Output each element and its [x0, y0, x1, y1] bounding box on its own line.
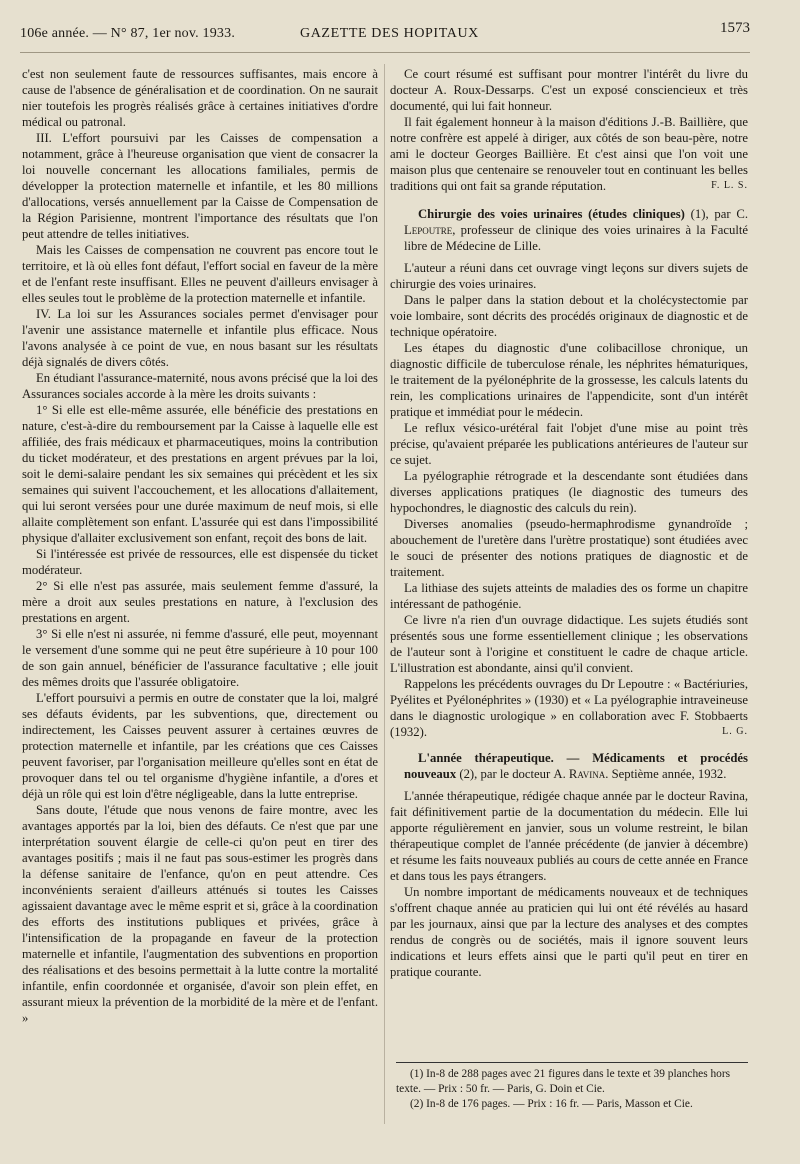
footnotes — [396, 1062, 748, 1112]
signature-fls: F. L. S. — [711, 180, 748, 191]
paragraph: L'année thérapeutique, rédigée chaque année par le docteur Ravina, fait définitivement partie de la documentation du médecin. Elle lui apporte régulièrement en janvier, sous un volume restreint, le bilan thérapeutique complet de l'année précédente (de janvier à décembre) et résume les faits nouveaux publiés au cours de cette année en France et dans tous les pays étrangers. — [390, 789, 748, 883]
paragraph: Il fait également honneur à la maison d'éditions J.-B. Baillière, que notre confrère est appelé à diriger, aux côtés de son beau-père, notre ami le docteur Georges Baillière. Et c'est ainsi que l'on voit une maison plus que centenaire se renouveler tout en continuant les belles traditions qui ont fait sa grande réputation. — [390, 115, 748, 193]
paragraph: En étudiant l'assurance-maternité, nous avons précisé que la loi des Assurances sociales accorde à la mère les droits suivants : — [22, 371, 378, 401]
paragraph: Diverses anomalies (pseudo-hermaphrodisme gynandroïde ; abouchement de l'uretère dans l'urètre prostatique) sont étudiées avec le souci de présenter des notions pratiques de diagnostic et de traitement. — [390, 517, 748, 579]
paragraph: 3° Si elle n'est ni assurée, ni femme d'assuré, elle peut, moyennant le versement d'une somme qui ne peut être supérieure à 10 pour 100 de son gain annuel, bénéficier de l'assurance facultative ; elle jouit des mêmes droits que l'assurée obligatoire. — [22, 627, 378, 689]
paragraph: Dans le palper dans la station debout et la cholécystectomie par voie lombaire, sont décrits des procédés originaux de diagnostic et de technique opératoire. — [390, 293, 748, 339]
header-rule — [20, 52, 750, 53]
journal-title: GAZETTE DES HOPITAUX — [300, 26, 479, 41]
paragraph: La pyélographie rétrograde et la descendante sont étudiées dans diverses applications pratiques (le diagnostic des tumeurs des hypochondres, le diagnostic des calculs du rein). — [390, 469, 748, 515]
footnote: (2) In-8 de 176 pages. — Prix : 16 fr. — Paris, Masson et Cie. — [410, 1098, 693, 1110]
paragraph: IV. La loi sur les Assurances sociales permet d'envisager pour l'avenir une assistance maternelle et infantile plus efficace. Nous l'avons analysée à ce point de vue, en nous basant sur les résultats déjà signalés de divers côtés. — [22, 307, 378, 369]
paragraph: Les étapes du diagnostic d'une colibacillose chronique, un diagnostic difficile de tuberculose rénale, les néphrites hématuriques, le traitement de la pyélonéphrite de la grossesse, les calculs latents du rein, les complications urinaires de l'appendicite, sont d'un intérêt pratique et immédiat pour le médecin. — [390, 341, 748, 419]
paragraph: L'auteur a réuni dans cet ouvrage vingt leçons sur divers sujets de chirurgie des voies urinaires. — [390, 261, 748, 291]
paragraph: L'effort poursuivi a permis en outre de constater que la loi, malgré ses défauts évidents, par les subventions, que, directement ou indirectement, les Caisses peuvent assurer à certaines œuvres de protection maternelle et infantile, par les créations que ces Caisses peuvent favoriser, par l'organisation meilleure qu'elles sont en état de provoquer dans tel ou tel organisme d'hygiène infantile, a d'ores et déjà un rôle qui est loin d'être négligeable, dans la lutte entreprise. — [22, 691, 378, 801]
author-ravina: A. Ravina — [553, 767, 606, 781]
column-divider — [384, 64, 385, 1124]
right-column — [390, 66, 748, 980]
signature-lg: L. G. — [722, 726, 748, 737]
page-header — [20, 20, 750, 48]
paragraph: Un nombre important de médicaments nouveaux et de techniques s'offrent chaque année au praticien qui lui ont été révélés au hasard par les journaux, ainsi que par la lecture des analyses et des comptes rendus de congrès ou de sociétés, mais il ignore souvent leurs indications et leurs effets ainsi que le parti qu'il peut en tirer en pratique courante. — [390, 885, 748, 979]
review-body-2 — [390, 788, 748, 980]
paragraph: Si l'intéressée est privée de ressources, elle est dispensée du ticket modérateur. — [22, 547, 378, 577]
review-title-1: Chirurgie des voies urinaires (études cliniques) (1), par C. Lepoutre, professeur de clinique des voies urinaires à la Faculté libre de Médecine de Lille. — [404, 207, 749, 253]
paragraph: Rappelons les précédents ouvrages du Dr Lepoutre : « Bactériuries, Pyélites et Pyélonéphrites » (1930) et « La pyélographie intraveineuse dans le diagnostic urologique » en collaboration avec F. Stobbaerts (1932). — [390, 677, 748, 739]
footnote: (1) In-8 de 288 pages avec 21 figures dans le texte et 39 planches hors texte. — Prix : 50 fr. — Paris, G. Doin et Cie. — [396, 1068, 731, 1095]
page-number: 1573 — [720, 20, 750, 36]
paragraph: Le reflux vésico-urétéral fait l'objet d'une mise au point très précise, qu'avaient préparée les publications antérieures de l'auteur sur ce sujet. — [390, 421, 748, 467]
paragraph: Mais les Caisses de compensation ne couvrent pas encore tout le territoire, et là où elles font défaut, l'effort social en faveur de la mère et de l'enfant reste insuffisant. Elles ne peuvent d'ailleurs envisager à elles seules tout le problème de la protection maternelle et infantile. — [22, 243, 378, 305]
paragraph: 1° Si elle est elle-même assurée, elle bénéficie des prestations en nature, c'est-à-dire du remboursement par la Caisse à laquelle elle est affiliée, des frais médicaux et pharmaceutiques, moins la contribution du ticket modérateur, et des prestations en argent prévues par la loi, soit le demi-salaire pendant les six semaines qui précèdent et les six semaines qui suivent l'accouchement, et les allocations d'allaitement, qui lui seront versées pour une durée maximum de neuf mois, si elle allaite complètement son enfant. L'assurée qui est dans l'impossibilité physique d'allaiter exclusivement son enfant, reçoit des bons de lait. — [22, 403, 378, 545]
paragraph: c'est non seulement faute de ressources suffisantes, mais encore à cause de l'absence de généralisation et de coordination. On ne saurait nier toutefois les progrès réalisés grâce à certaines initiatives d'ordre médical ou patronal. — [22, 67, 378, 129]
paragraph: Ce court résumé est suffisant pour montrer l'intérêt du livre du docteur A. Roux-Dessarps. C'est un exposé consciencieux et très documenté, qui lui fait honneur. — [390, 67, 748, 113]
review-conclusion — [390, 66, 748, 194]
paragraph: Sans doute, l'étude que nous venons de faire montre, avec les avantages apportés par la loi, bien des défauts. Ce n'est que par une interprétation souvent élargie de celle-ci qu'on peut en tirer des avantages positifs ; mais il ne faut pas sous-estimer les progrès dans la défense sanitaire de l'enfance, qu'on en peut attendre. Ces inconvénients seraient d'ailleurs atténués si toutes les Caisses agissaient davantage avec le même esprit et si, grâce à la coordination des efforts des institutions publiques et privées, grâce à l'intensification de la propagande en faveur de la protection maternelle et infantile, l'augmentation des subventions en proportion des réalisations et des besoins permettait à la lutte contre la mortalité infantile, enfin coordonnée et organisée, d'avoir son plein effet, en assurant mieux la prévention de la morbidité de la mère et de l'enfant. » — [22, 803, 378, 1025]
paragraph: III. L'effort poursuivi par les Caisses de compensation a notamment, grâce à l'heureuse organisation que vient de consacrer la loi nouvelle concernant les allocations familiales, permis de développer la protection maternelle et infantile, et les 80 millions d'allocations, versés annuellement par la Caisse de Compensation de la Région Parisienne, montrent l'importance des résultats que l'on peut attendre de telles initiatives. — [22, 131, 378, 241]
issue-line: 106e année. — N° 87, 1er nov. 1933. — [20, 26, 236, 41]
review-title-2: L'année thérapeutique. — Médicaments et procédés nouveaux (2), par le docteur A. Ravina. Septième année, 1932. — [404, 751, 748, 781]
review-body-1 — [390, 260, 748, 740]
paragraph: Ce livre n'a rien d'un ouvrage didactique. Les sujets étudiés sont présentés sous une forme essentiellement clinique ; les observations de l'auteur sont à l'origine et constituent le cadre de chaque article. L'illustration est abondante, ainsi qu'il convient. — [390, 613, 748, 675]
paragraph: 2° Si elle n'est pas assurée, mais seulement femme d'assuré, la mère a droit aux seules prestations en nature, à l'exclusion des prestations en argent. — [22, 579, 378, 625]
paragraph: La lithiase des sujets atteints de maladies des os forme un chapitre intéressant de pathogénie. — [390, 581, 748, 611]
left-column — [22, 66, 378, 1026]
author-lepoutre: C. Lepoutre — [404, 207, 749, 237]
